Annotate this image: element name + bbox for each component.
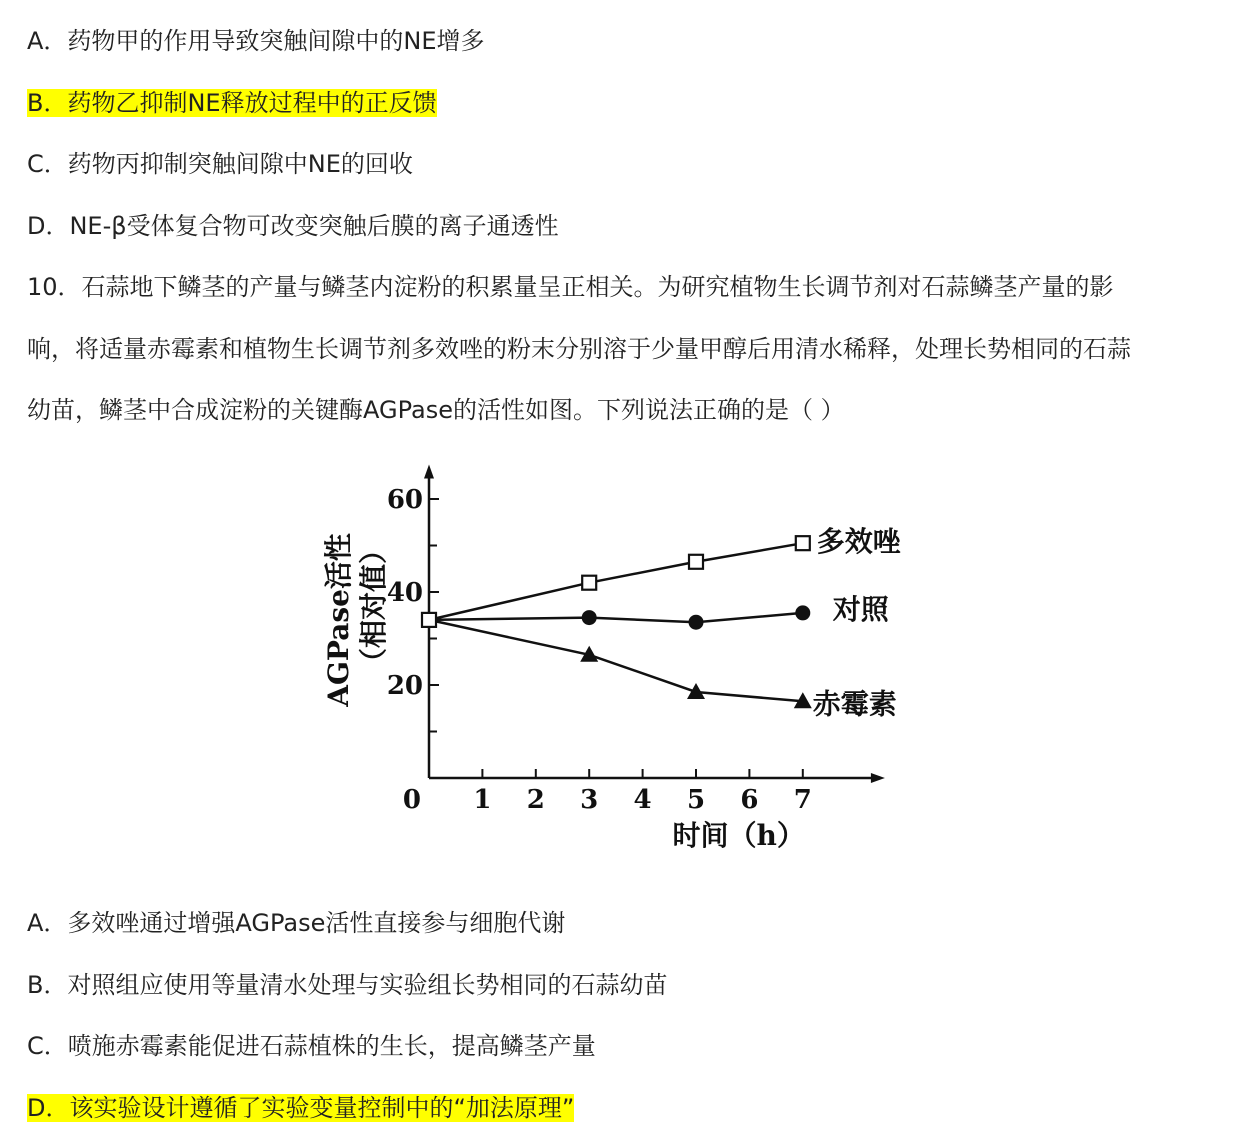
x-tick-label: 6: [740, 785, 759, 815]
question-10-line-3-text: 幼苗，鳞茎中合成淀粉的关键酶AGPase的活性如图。下列说法正确的是（ ）: [27, 396, 845, 424]
data-point-circle: [795, 605, 810, 620]
option-10a: [27, 906, 565, 940]
series-line-1: [429, 613, 803, 622]
data-point-square: [689, 555, 703, 569]
option-9c-text: C．药物丙抑制突触间隙中NE的回收: [27, 150, 413, 178]
agpase-chart: [310, 445, 930, 865]
series-line-0: [429, 543, 803, 620]
series-line-2: [429, 620, 803, 701]
option-9a-text: A．药物甲的作用导致突触间隙中的NE增多: [27, 27, 485, 55]
data-point-circle: [582, 610, 597, 625]
option-10d-text: D．该实验设计遵循了实验变量控制中的“加法原理”: [27, 1094, 575, 1122]
x-tick-label: 5: [686, 785, 706, 815]
option-10c: [27, 1029, 596, 1063]
y-tick-label: 20: [386, 671, 423, 701]
y-tick-label: 0: [402, 785, 421, 815]
y-tick-label: 40: [386, 578, 423, 608]
option-9d: [27, 209, 559, 243]
y-axis-subtitle: （相对值）: [357, 535, 390, 676]
option-9d-text: D．NE-β受体复合物可改变突触后膜的离子通透性: [27, 212, 559, 240]
data-point-circle: [689, 615, 704, 630]
x-axis-title: 时间（h）: [672, 819, 805, 852]
series-label: 对照: [832, 592, 889, 626]
y-axis-arrow: [424, 464, 434, 478]
option-9a: [27, 24, 485, 58]
question-10-line-1-text: 10．石蒜地下鳞茎的产量与鳞茎内淀粉的积累量呈正相关。为研究植物生长调节剂对石蒜鳞茎产量的影: [27, 273, 1114, 301]
option-9b-text: B．药物乙抑制NE释放过程中的正反馈: [27, 89, 437, 117]
data-point-start: [422, 613, 436, 627]
option-9b: [27, 86, 437, 120]
data-point-square: [796, 536, 810, 550]
series-label: 赤霉素: [812, 687, 897, 721]
option-9c: [27, 147, 413, 181]
x-axis-arrow: [871, 773, 885, 783]
x-tick-label: 3: [580, 785, 599, 815]
x-tick-label: 4: [633, 785, 652, 815]
question-10-line-2: [27, 332, 1131, 366]
x-tick-label: 2: [526, 785, 545, 815]
x-tick-label: 7: [793, 785, 812, 815]
question-10-line-2-text: 响，将适量赤霉素和植物生长调节剂多效唑的粉末分别溶于少量甲醇后用清水稀释，处理长势相同的石蒜: [27, 335, 1131, 363]
data-point-square: [582, 576, 596, 590]
option-10b: [27, 968, 667, 1002]
x-tick-label: 1: [473, 785, 492, 815]
y-axis-title: AGPase活性: [322, 533, 355, 707]
question-10-line-3: [27, 393, 845, 427]
series-label: 多效唑: [816, 525, 901, 559]
chart-series: [422, 536, 812, 708]
question-10-line-1: [27, 270, 1114, 304]
option-10c-text: C．喷施赤霉素能促进石蒜植株的生长，提高鳞茎产量: [27, 1032, 596, 1060]
option-10a-text: A．多效唑通过增强AGPase活性直接参与细胞代谢: [27, 909, 566, 937]
option-10b-text: B．对照组应使用等量清水处理与实验组长势相同的石蒜幼苗: [27, 971, 668, 999]
option-10d: [27, 1091, 574, 1125]
chart-axes: [387, 464, 885, 815]
y-tick-label: 60: [386, 485, 423, 515]
